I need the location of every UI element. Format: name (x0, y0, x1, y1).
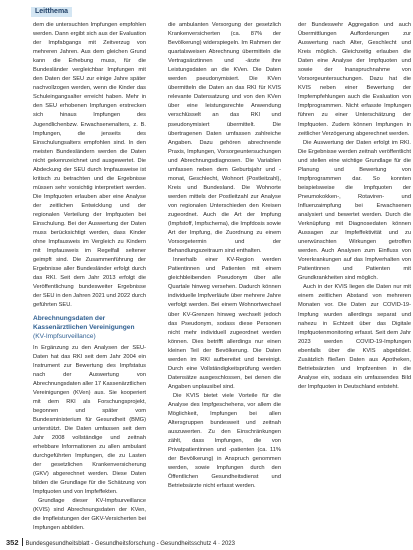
paragraph: der Bundeswehr Aggregation und auch Übermittlungen Aufforderungen zur Auswertung nach Alter, Geschlecht und Kreis möglich. Gleichzeitig erlauben die Daten eine Analyse der Impfquoten und sowie der Inanspruchnahme von Vorsorgeuntersuchungen. Dazu hat die KVIS neben einer Bewertung der Impfempfehlungen auch die Evaluation von Impfprogrammen. Nicht erfasste Impfungen führen zu einer Unterschätzung der Impfquoten. Zudem können Impfungen in zeitlicher Verzögerung abgerechnet werden. (298, 22, 411, 137)
section-heading: Abrechnungsdaten der Kassenärztlichen Vereinigungen (33, 314, 135, 331)
paragraph: In Ergänzung zu den Analysen der SEU-Daten hat das RKI seit dem Jahr 2004 ein Instrument zur Bewertung des Impfstatus nach der Auswertung von Abrechnungsdaten aller 17 Kassenärztlichen Vereinigungen (KVen) aus. Sie kooperiert mit dem RKI als Forschungsprojekt, begonnen und später vom Bundesministerium für Gesundheit (BMG) unterstützt. Die Daten umfassen seit dem Jahr 2008 vollständige und zeitnah erhebbare Informationen zu allen ambulant durchgeführten Impfungen, die zu Lasten der gesetzlichen Krankenversicherung (GKV) abgerechnet werden. Diese Daten bilden die Grundlage für die Schätzung von Impfquoten und von Impfeffekten. (33, 344, 146, 496)
footer-divider (22, 538, 23, 546)
paragraph: Innerhalb einer KV-Region werden Patientinnen und Patienten mit einem gleichbleibenden Pseudonym über alle Quartale hinweg versehen. Dadurch können individuelle Impfverläufe über mehrere Jahre verfolgt werden. Bei einem Wohnortwechsel über KV-Grenzen hinweg wechselt jedoch das Pseudonym, sodass diese Personen nicht mehr individuell zugeordnet werden können. Dies betrifft allerdings nur einen kleinen Teil der Bevölkerung. Die Daten werden im RKI aufbereitet und bereinigt. Durch eine Vollständigkeitsprüfung werden Datensätze ausgeschlossen, bei denen die Angaben unplausibel sind. (168, 257, 281, 390)
journal-citation: Bundesgesundheitsblatt - Gesundheitsforschung - Gesundheitsschutz 4 · 2023 (25, 541, 235, 547)
paragraph: Grundlage dieser KV-Impfsurveillance (KVIS) sind Abrechnungsdaten der KVen, die Impfleistungen der GKV-Versicherten bei Impfungen abbilden. (33, 498, 146, 532)
column-3 (298, 21, 411, 392)
paragraph: die ambulanten Versorgung der gesetzlich Krankenversicherten (ca. 87% der Bevölkerung) widerspiegeln. Im Rahmen der quartalsweisen Abrechnung übermitteln die Vertragsärztinnen und -ärzte ihre Leistungsdaten an die KVen. Die Daten werden pseudonymisiert. Die KVen übermitteln die Daten an das RKI für KVIS relevante Datensatzung und von den KVen über eine leistungsrechte Anwendung verschlüsselt an das RKI und pseudonymisiert übermittelt. Die übertragenen Daten umfassen zahlreiche Angaben. Dazu gehören abrechnende Praxis, Impfungen, Vorsorgeuntersuchungen und Abrechnungsdiagnosen. Die Variablen umfassen neben dem Geburtsjahr und -monat, Geschlecht, Wohnort (Postleitzahl), Kreis und Bundesland. Die Wohnorte werden mittels der Postleitzahl zur Analyse von regionalen Unterschieden den Kreisen zugeordnet. Auch die Art der Impfung (Impfstoff, Impfschema), die Impfdosis sowie Art der Impfung, die Zuordnung zu einem Vorsorgetermin und der Behandlungszeitraum sind enthalten. (168, 22, 281, 255)
section-subheading: (KV-Impfsurveillance) (33, 332, 96, 340)
page-footer (6, 538, 235, 548)
column-1 (33, 21, 146, 533)
page-number: 352 (6, 538, 19, 547)
paragraph: Die KVIS bietet viele Vorteile für die Analyse des Impfgeschehens, vor allem die Möglichkeit, Impfungen bei allen Altersgruppen bundesweit und zeitnah auszuwerten. Zu den Einschränkungen zählt, dass Impfungen, die von Privatpatientinnen und -patienten (ca. 11% der Bevölkerung) in Anspruch genommen werden, sowie Impfungen durch den Öffentlichen Gesundheitsdienst und Betriebsärzte nicht erfasst werden. (168, 392, 281, 490)
section-tag: Leitthema (31, 7, 72, 17)
column-2 (168, 21, 281, 491)
paragraph: Auch in der KVIS liegen die Daten nur mit einem zeitlichen Abstand von mehreren Monaten vor. Die Daten zur COVID-19-Impfung wurden allerdings separat und nahezu in Echtzeit über das Digitale Impfquotenmonitoring erfasst. Seit dem Jahr 2023 werden COVID-19-Impfungen ebenfalls über die KVIS abgebildet. Zusätzlich fließen Daten aus Apotheken, Betriebsärzten und Impfzentren in die Analyse ein, sodass ein umfassendes Bild der Impfquoten in Deutschland entsteht. (298, 284, 411, 390)
paragraph: Die Auswertung der Daten erfolgt im RKI. Die Ergebnisse werden zeitnah veröffentlicht und stellen eine wichtige Grundlage für die Planung und Bewertung von Impfprogrammen dar. So konnten beispielsweise die Impfquoten der Pneumokokken-, Rotaviren- und Influenzaimpfung bei Erwachsenen analysiert und bewertet werden. Durch die Verknüpfung mit Diagnosedaten können Aussagen zur Impfeffektivität und zu unerwünschten Wirkungen getroffen werden. Auch Analysen zum Einfluss von Vorerkrankungen auf das Impfverhalten von Patientinnen und Patienten mit Grundkrankheiten sind möglich. (298, 139, 411, 282)
paragraph: dem die untersuchten Impfungen empfohlen werden. Dann ergibt sich aus der Evaluation der Impfabgangs mit Zeitverzug von mehreren Jahren. Aus dem gleichen Grund kann die Erhebung muss, für die Bundesländer vergleichbar Impfungen mit den Daten der SEU zur einige Jahre später nachvollzogen werden, wenn die Kinder das Schuleingangsalter erreicht haben. Mehr in den SEU erhobenen Impfungen erstrecken sich hinaus Impfungen des Jugendlichenbzw. Erwachsenenalters, z. B. Impfungen, die jenseits des Einschulungsalters empfohlen sind. In den meisten Bundesländern werden die Daten nicht gekennzeichnet und ausgewertet. Die Abdeckung der SEU durch Impfausweise ist kritisch zu betrachten und die Ergebnisse müssen sehr vorsichtig interpretiert werden. Die Impfquoten erlauben aber eine Analyse der zeitlichen Entwicklung und der regionalen Verteilung der Impfquoten bei Einschulung. Bei der Auswertung der Daten muss berücksichtigt werden, dass Kinder ohne Impfausweis im Vergleich zu Kindern mit Impfausweis im Regelfall seltener geimpft sind. Die Zusammenführung der Ergebnisse aller Bundesländer erfolgt durch das RKI. Seit dem Jahr 2013 erfolgt die Veröffentlichung bundesweiter Ergebnisse der SEU in den Jahren 2021 und 2022 durch geführten SEU. (33, 22, 146, 309)
